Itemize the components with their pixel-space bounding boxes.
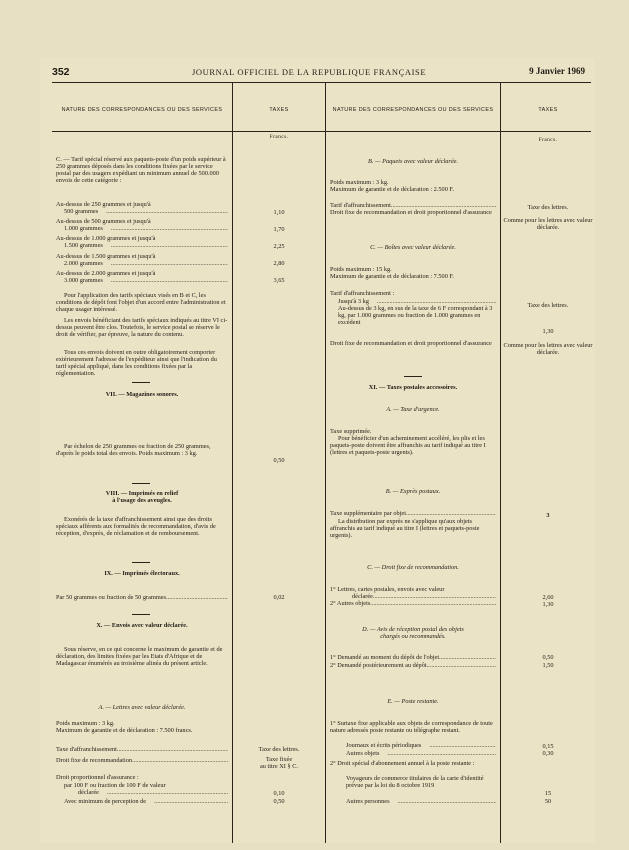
xa-droit-value: Taxe fixée au titre XI § C. — [260, 756, 298, 771]
xa-droit-label: Droit fixe de recommandation ..... — [56, 757, 228, 764]
section-x-title: X. — Envois avec valeur déclarée. — [96, 622, 188, 629]
tarif-c-row: Au-dessus de 500 grammes et jusqu'à 1.000 grammes ..... — [56, 218, 228, 232]
section-vii-value: 0,50 — [273, 457, 285, 464]
xa-prop-min-value: 0,50 — [273, 798, 285, 805]
xie-row1b: Autres objets ..... — [338, 750, 496, 757]
xie-row1b-value: 0,30 — [542, 750, 554, 757]
section-b-title: B. — Paquets avec valeur déclarée. — [367, 158, 459, 165]
section-separator — [404, 376, 422, 377]
b-droit-value: Comme pour les lettres avec valeur déclarée. — [503, 217, 593, 232]
right-unit: Francs. — [538, 137, 558, 143]
issue-date: 9 Janvier 1969 — [529, 66, 585, 76]
section-vii-title: VII. — Magazines sonores. — [105, 391, 179, 398]
tarif-c-paragraph: Tous ces envois doivent en outre obligatoirement comporter extérieurement l'adresse de l'expéditeur ainsi que l'indication du tarif spécial appliqué, dans les conditions fixées par la réglementation. — [56, 349, 217, 378]
tarif-c-value: 1,10 — [273, 209, 285, 216]
journal-page — [40, 58, 595, 843]
xib-taxe-value: 3 — [546, 512, 550, 519]
b-taxe-label: Tarif d'affranchissement ..... — [330, 202, 496, 209]
xie-row2b: Autres personnes ..... — [338, 798, 496, 805]
xa-prop-row1: par 100 F ou fraction de 100 F de valeur déclarée ..... — [56, 782, 228, 796]
section-x-text: Sous réserve, en ce qui concerne le maximum de garantie et de déclaration, des limites fixées par les Etats d'Afrique et de Madagascar énumérés au troisième alinéa du présent article. — [56, 646, 223, 668]
c-droit-label: Droit fixe de recommandation et droit proportionnel d'assurance — [330, 340, 492, 347]
section-c-title: C. — Boîtes avec valeur déclarée. — [370, 244, 456, 251]
xie-row1a: Journaux et écrits périodiques ..... — [338, 742, 496, 749]
section-xi-title: XI. — Taxes postales accessoires. — [368, 384, 458, 391]
header-rule — [52, 82, 591, 83]
tarif-c-table — [56, 201, 228, 284]
tarif-c-value: 1,70 — [273, 226, 285, 233]
xa-prop-row2: Avec minimum de perception de ..... — [56, 798, 228, 805]
section-viii-text: Exonérés de la taxe d'affranchissement ainsi que des droits spéciaux afférents aux formalités de recommandation, d'avis de réception, d'exprès, de réclamation et de remboursement. — [56, 516, 216, 538]
xie-row2a: Voyageurs de commerce titulaires de la carte d'identité prévue par la loi du 8 octobre 1919 — [346, 775, 484, 790]
b-taxe-value: Taxe des lettres. — [527, 204, 569, 211]
section-b-limits: Poids maximum : 3 kg. Maximum de garantie et de déclaration : 2.500 F. — [330, 179, 454, 194]
section-xib-title: B. — Exprès postaux. — [385, 488, 441, 495]
section-separator — [132, 614, 150, 615]
right-taxes-head: TAXES — [538, 107, 558, 113]
c-jusqu-label: Jusqu'à 3 kg ..... — [330, 298, 496, 305]
tarif-c-row: Au-dessus de 1.000 grammes et jusqu'à 1.500 grammes ..... — [56, 235, 228, 249]
left-unit: Francs. — [269, 134, 289, 140]
xie-row2a-value: 15 — [544, 790, 552, 797]
tarif-c-paragraph: Pour l'application des tarifs spéciaux visés en B et C, les conditions de dépôt font l'objet d'un accord entre l'administration et chaque usager intéressé. — [56, 292, 226, 314]
tarif-c-paragraph: Les envois bénéficiant des tarifs spéciaux indiqués au titre VI ci-dessus peuvent être clos. Toutefois, le service postal se réserve le droit de vérifier, par épreuve, la nature du contenu. — [56, 317, 228, 339]
section-xa-limits: Poids maximum : 3 kg. Maximum de garantie et de déclaration : 7.500 francs. — [56, 720, 193, 735]
xie-row2: 2° Droit spécial d'abonnement annuel à la poste restante : — [330, 760, 475, 767]
section-ix-title: IX. — Imprimés électoraux. — [104, 570, 180, 577]
page-header — [52, 66, 589, 80]
b-droit-label: Droit fixe de recommandation et droit proportionnel d'assurance — [330, 209, 492, 216]
xia-text: Taxe supprimée. Pour bénéficier d'un acheminement accéléré, les plis et les paquets-poste doivent être affranchis au tarif indiqué au titre I (lettres et paquets-poste urgents). — [330, 428, 486, 457]
section-xie-title: E. — Poste restante. — [387, 698, 439, 705]
c-jusqu-value: Taxe des lettres. — [527, 302, 569, 309]
section-vii-text: Par échelon de 250 grammes ou fraction de 250 grammes, d'après le poids total des envois. Poids maximum : 3 kg. — [56, 443, 211, 458]
section-xia-title: A. — Taxe d'urgence. — [386, 406, 440, 413]
section-xid-title: D. — Avis de réception postal des objets chargés ou recommandés. — [362, 626, 464, 641]
tarif-special-c-title: C. — Tarif spécial réservé aux paquets-poste d'un poids supérieur à 250 grammes déposés dans les conditions fixées par le service postal par des usagers expédiant un minimum annuel de 500.000 envois de cette catégorie : — [56, 156, 226, 185]
xid-row2-value: 1,50 — [542, 662, 554, 669]
xie-row1a-value: 0,15 — [542, 743, 554, 750]
right-column-head: NATURE DES CORRESPONDANCES OU DES SERVICES — [332, 107, 494, 113]
xic-row1: 1° Lettres, cartes postales, envois avec valeur déclarée ..... — [330, 586, 496, 600]
page-number: 352 — [52, 66, 70, 78]
c-audessus-value: 1,30 — [542, 328, 554, 335]
xid-row1-value: 0,50 — [542, 654, 554, 661]
tarif-c-value: 3,65 — [273, 277, 285, 284]
section-ix-value: 0,02 — [273, 594, 285, 601]
left-column-head: NATURE DES CORRESPONDANCES OU DES SERVICES — [61, 107, 223, 113]
right-taxes-divider — [500, 82, 501, 843]
c-droit-value: Comme pour les lettres avec valeur déclarée. — [503, 342, 593, 357]
tarif-c-row: Au-dessus de 1.500 grammes et jusqu'à 2.000 grammes ..... — [56, 253, 228, 267]
xa-taxe-label: Taxe d'affranchissement ..... — [56, 746, 228, 753]
section-separator — [132, 483, 150, 484]
xid-row2: 2° Demandé postérieurement au dépôt ..... — [330, 662, 496, 669]
center-divider — [325, 82, 326, 843]
section-separator — [132, 562, 150, 563]
xic-row1-value: 2,60 — [542, 594, 554, 601]
xie-row2b-value: 50 — [544, 798, 552, 805]
xid-row1: 1° Demandé au moment du dépôt de l'objet ..... — [330, 654, 496, 661]
left-taxes-head: TAXES — [269, 107, 289, 113]
c-audessus-label: Au-dessus de 3 kg, en sus de la taxe de 6 F correspondant à 3 kg, par 1.000 grammes ou fraction de 1.000 grammes en excédent — [338, 305, 493, 327]
tarif-c-value: 2,80 — [273, 260, 285, 267]
journal-title: JOURNAL OFFICIEL DE LA REPUBLIQUE FRANÇAISE — [192, 67, 427, 77]
tarif-c-value: 2,25 — [273, 243, 285, 250]
xa-prop-label: Droit proportionnel d'assurance : — [56, 774, 139, 781]
xic-row2: 2° Autres objets ..... — [330, 600, 496, 607]
tarif-c-row: Au-dessus de 250 grammes et jusqu'à 500 grammes ..... — [56, 201, 228, 215]
xib-text: La distribution par exprès ne s'applique qu'aux objets affranchis au tarif indiqué au titre I (lettres et paquets-poste urgents). — [330, 518, 480, 540]
section-viii-title: VIII. — Imprimés en relief à l'usage des aveugles. — [105, 490, 179, 505]
xib-taxe-label: Taxe supplémentaire par objet ..... — [330, 510, 496, 517]
section-xa-title: A. — Lettres avec valeur déclarée. — [98, 704, 186, 711]
tarif-c-row: Au-dessus de 2.000 grammes et jusqu'à 3.000 grammes ..... — [56, 270, 228, 284]
xa-prop-value: 0,10 — [273, 790, 285, 797]
c-tarif-label: Tarif d'affranchissement : — [330, 290, 395, 297]
xa-taxe-value: Taxe des lettres. — [258, 746, 300, 753]
section-xic-title: C. — Droit fixe de recommandation. — [367, 564, 459, 571]
xic-row2-value: 1,30 — [542, 601, 554, 608]
column-head-rule — [52, 131, 591, 132]
section-ix-text: Par 50 grammes ou fraction de 50 grammes. ..... — [56, 594, 228, 601]
section-separator — [132, 382, 150, 383]
section-c-limits: Poids maximum : 15 kg. Maximum de garantie et de déclaration : 7.500 F. — [330, 266, 454, 281]
xie-row1: 1° Surtaxe fixe applicable aux objets de correspondance de toute nature adressés poste restante ou télégraphe restant. — [330, 720, 493, 735]
